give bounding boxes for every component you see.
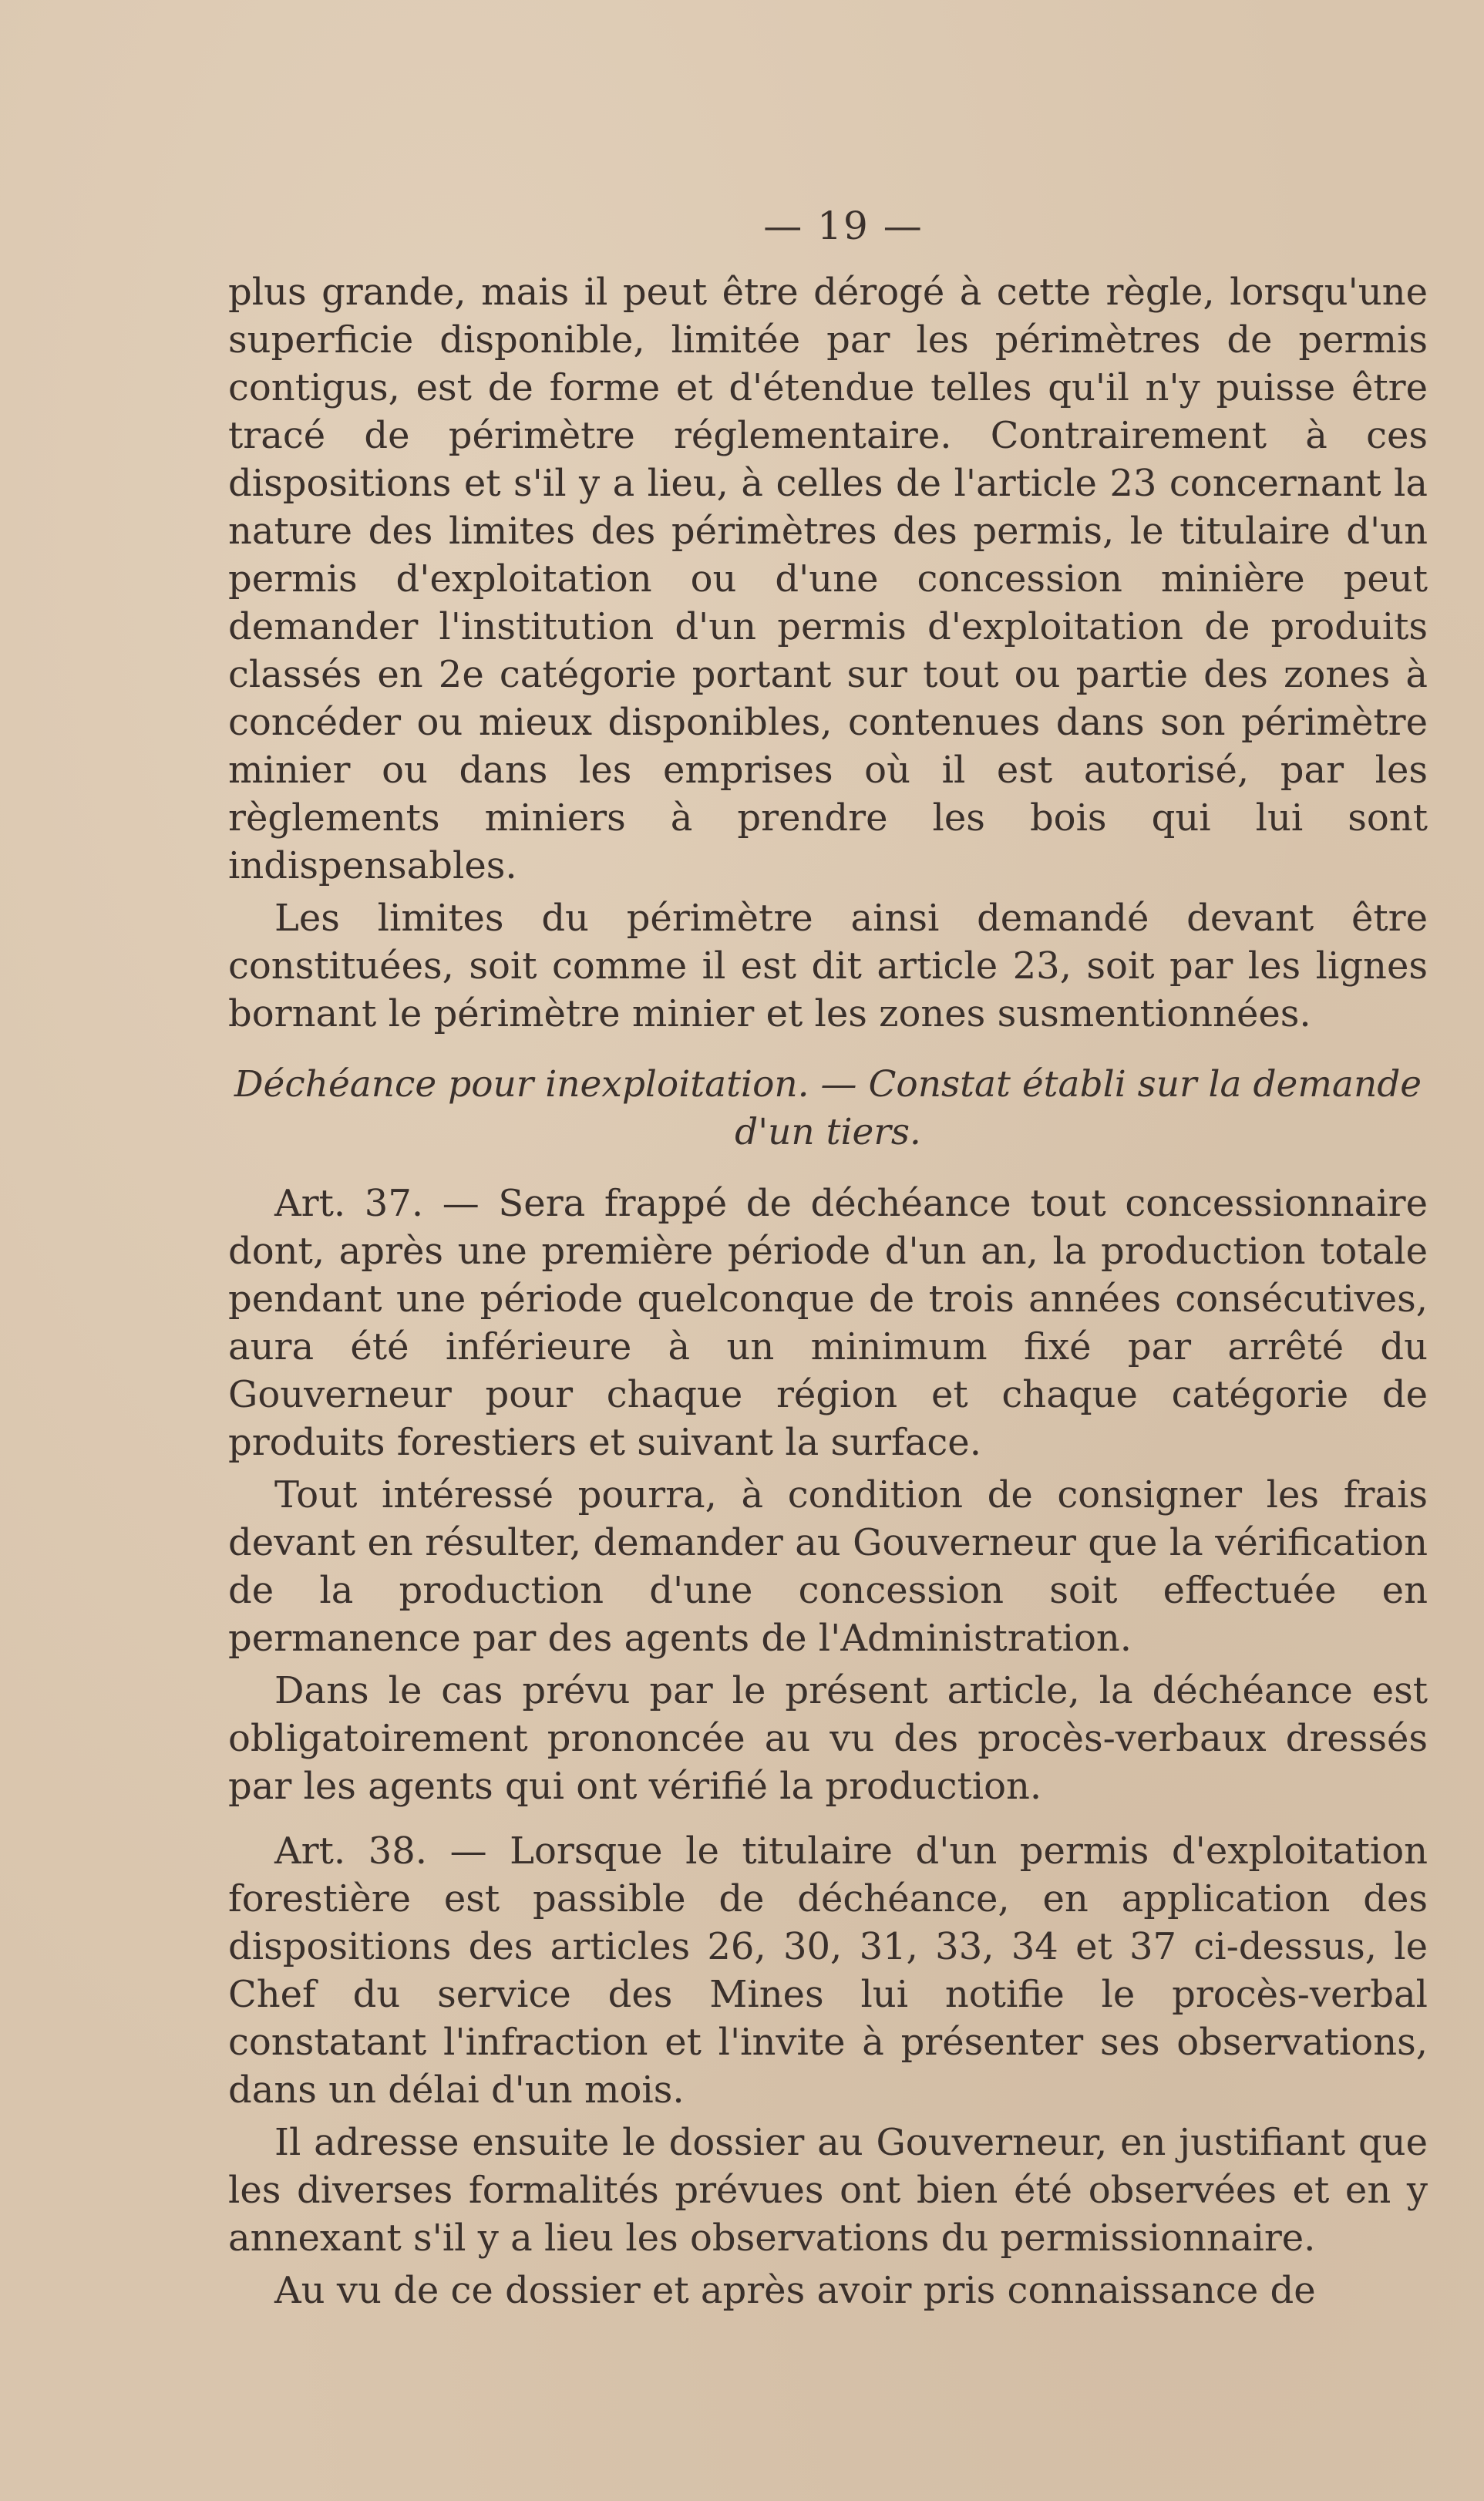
- page-number: — 19 —: [763, 204, 924, 248]
- article-38: Art. 38. — Lorsque le titulaire d'un permis d'exploitation forestière est passible de déchéance, en application des dispositions des articles 26, 30, 31, 33, 34 et 37 ci-dessus, le Chef du service des Mines lui notifie le procès-verbal constatant l'infraction et l'invite à présenter ses observations, dans un délai d'un mois.: [228, 1829, 1428, 2112]
- article-37-paragraph-2: Tout intéressé pourra, à condition de consigner les frais devant en résulter, demander au Gouverneur que la vérification de la production d'une concession soit effectuée en permanence par des agents de l'Administration.: [228, 1473, 1428, 1660]
- spacer: [228, 1815, 1428, 1827]
- page-content: [228, 202, 1428, 2319]
- article-37: Art. 37. — Sera frappé de déchéance tout concessionnaire dont, après une première période d'un an, la production totale pendant une période quelconque de trois années consécutives, aura été inférieure à un minimum fixé par arrêté du Gouverneur pour chaque région et chaque catégorie de produits forestiers et suivant la surface.: [228, 1182, 1428, 1464]
- article-38-paragraph-3: Au vu de ce dossier et après avoir pris connaissance de: [274, 2269, 1316, 2312]
- paragraph-continuation: plus grande, mais il peut être dérogé à cette règle, lorsqu'une superficie disponible, limitée par les périmètres de permis contigus, est de forme et d'étendue telles qu'il n'y puisse être tracé de périmètre réglementaire. Contrairement à ces dispositions et s'il y a lieu, à celles de l'article 23 concernant la nature des limites des périmètres des permis, le titulaire d'un permis d'exploitation ou d'une concession minière peut demander l'institution d'un permis d'exploitation de produits classés en 2e catégorie portant sur tout ou partie des zones à concéder ou mieux disponibles, contenues dans son périmètre minier ou dans les emprises où il est autorisé, par les règlements miniers à prendre les bois qui lui sont indispensables.: [228, 271, 1428, 887]
- article-37-paragraph-3: Dans le cas prévu par le présent article, la déchéance est obligatoirement prononcée au vu des procès-verbaux dressés par les agents qui ont vérifié la production.: [228, 1669, 1428, 1808]
- paragraph-limits: Les limites du périmètre ainsi demandé devant être constituées, soit comme il est dit article 23, soit par les lignes bornant le périmètre minier et les zones susmentionnées.: [228, 897, 1428, 1035]
- section-heading: Déchéance pour inexploitation. — Constat établi sur la demande d'un tiers.: [234, 1063, 1422, 1153]
- article-38-paragraph-2: Il adresse ensuite le dossier au Gouverneur, en justifiant que les diverses formalités prévues ont bien été observées et en y annexant s'il y a lieu les observations du permissionnaire.: [228, 2121, 1428, 2260]
